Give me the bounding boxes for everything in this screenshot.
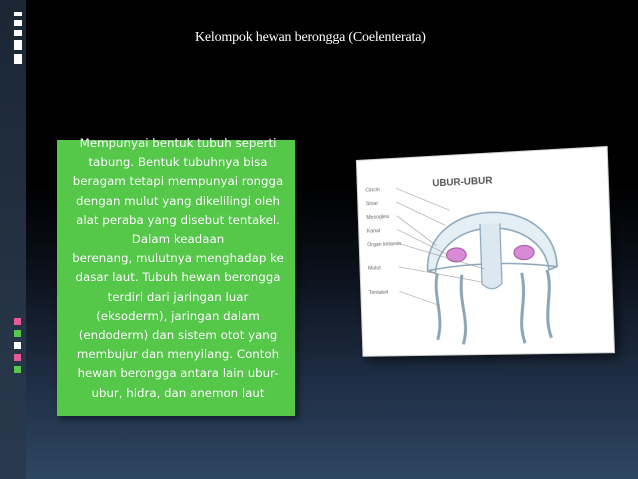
description-line: Mempunyai bentuk tubuh seperti xyxy=(79,136,277,150)
left-accent-bar xyxy=(0,0,26,479)
diagram-label: Organ kelamin xyxy=(367,241,402,249)
accent-square xyxy=(14,342,21,349)
bar-stripe xyxy=(14,20,22,26)
description-line: dasar laut. Tubuh hewan berongga xyxy=(75,270,281,285)
diagram-label: Sinar xyxy=(365,200,379,208)
description-line: dengan mulut yang dikelilingi oleh xyxy=(76,193,280,208)
diagram-label: Mulut xyxy=(367,265,381,272)
description-line: beragam tetapi mempunyai rongga xyxy=(72,174,284,189)
description-line: (eksoderm), jaringan dalam xyxy=(96,308,260,323)
accent-square xyxy=(14,366,21,373)
slide-title: Kelompok hewan berongga (Coelenterata) xyxy=(195,30,426,45)
description-line: tabung. Bentuk tubuhnya bisa xyxy=(88,155,268,170)
diagram-heading: UBUR-UBUR xyxy=(432,175,493,190)
gonad-left xyxy=(446,248,466,263)
description-textbox xyxy=(57,136,295,416)
description-line: hewan berongga antara lain ubur- xyxy=(77,366,279,381)
description-line: berenang, mulutnya menghadap ke xyxy=(72,251,284,266)
gonad-right xyxy=(514,245,535,260)
diagram-label: Kanal xyxy=(366,228,381,235)
diagram-label: Cincin xyxy=(365,186,380,194)
bar-stripe xyxy=(14,12,22,16)
bar-stripe xyxy=(14,54,22,64)
manubrium xyxy=(480,223,502,289)
description-line: ubur, hidra, dan anemon laut xyxy=(91,385,265,400)
diagram-label: Mesoglea xyxy=(366,214,390,221)
jellyfish-diagram-image xyxy=(356,146,615,357)
accent-square xyxy=(14,318,21,325)
description-line: membujur dan menyilang. Contoh xyxy=(76,347,280,362)
description-line: (endoderm) dan sistem otot yang xyxy=(78,328,278,343)
accent-square xyxy=(14,354,21,361)
description-line: Dalam keadaan xyxy=(131,232,225,247)
description-line: alat peraba yang disebut tentakel. xyxy=(76,212,280,227)
bar-stripe xyxy=(14,30,22,36)
description-text xyxy=(57,134,299,403)
accent-square xyxy=(14,330,21,337)
description-line: terdiri dari jaringan luar xyxy=(107,289,249,304)
diagram-label: Tentakel xyxy=(368,289,389,297)
jellyfish-diagram xyxy=(357,147,614,356)
bar-stripe xyxy=(14,40,22,50)
